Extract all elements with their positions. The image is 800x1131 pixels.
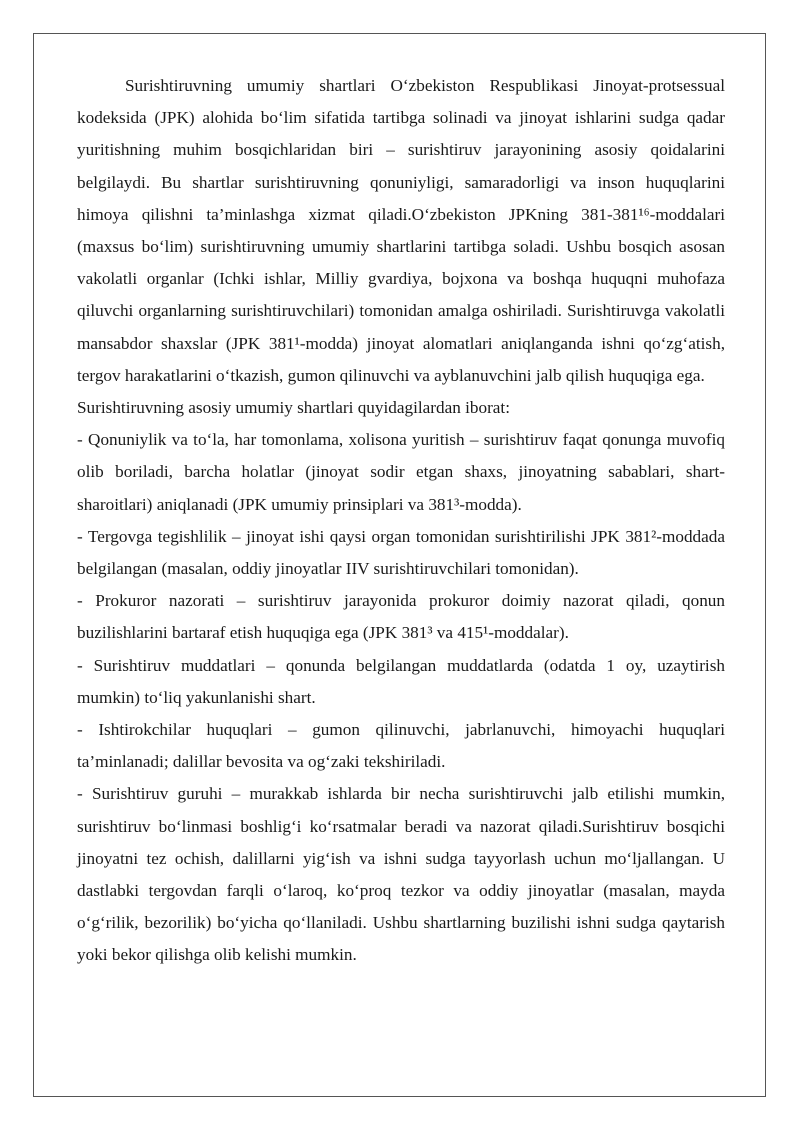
- list-item-legality: - Qonuniylik va to‘la, har tomonlama, xolisona yuritish – surishtiruv faqat qonunga muvofiq olib boriladi, barcha holatlar (jinoyat sodir etgan shaxs, jinoyatning sabablari, shart-sharoitlari) aniqlanadi (JPK umumiy prinsiplari va 381³-modda).: [77, 430, 725, 514]
- list-heading: Surishtiruvning asosiy umumiy shartlari quyidagilardan iborat:: [77, 398, 510, 418]
- intro-paragraph: Surishtiruvning umumiy shartlari O‘zbekiston Respublikasi Jinoyat-protsessual kodeksida (JPK) alohida bo‘lim sifatida tartibga solinadi va jinoyat ishlarini sudga qadar yuritishning muhim bosqichlaridan biri – surishtiruv jarayonining asosiy qoidalarini belgilaydi. Bu shartlar surishtiruvning qonuniyligi, samaradorligi va inson huquqlarini himoya qilishni ta’minlashga xizmat qiladi.O‘zbekiston JPKning 381-381¹⁶-moddalari (maxsus bo‘lim) surishtiruvning umumiy shartlarini tartibga soladi. Ushbu bosqich asosan vakolatli organlar (Ichki ishlar, Milliy gvardiya, bojxona va boshqa huquqni muhofaza qiluvchi organlarning surishtiruvchilari) tomonidan amalga oshiriladi. Surishtiruvga vakolatli mansabdor shaxslar (JPK 381¹-modda) jinoyat alomatlari aniqlanganda ishni qo‘zg‘atish, tergov harakatlarini o‘tkazish, gumon qilinuvchi va ayblanuvchini jalb qilish huquqiga ega.: [77, 76, 725, 385]
- list-item-jurisdiction: - Tergovga tegishlilik – jinoyat ishi qaysi organ tomonidan surishtirilishi JPK 381²-moddada belgilangan (masalan, oddiy jinoyatlar IIV surishtiruvchilari tomonidan).: [77, 526, 725, 579]
- document-body: [77, 70, 725, 972]
- list-item-deadlines: - Surishtiruv muddatlari – qonunda belgilangan muddatlarda (odatda 1 oy, uzaytirish mumkin) to‘liq yakunlanishi shart.: [77, 655, 725, 707]
- list-item-prosecutor-supervision: - Prokuror nazorati – surishtiruv jarayonida prokuror doimiy nazorat qiladi, qonun buzilishlarini bartaraf etish huquqiga ega (JPK 381³ va 415¹-moddalar).: [77, 591, 725, 643]
- list-item-inquiry-group: - Surishtiruv guruhi – murakkab ishlarda bir necha surishtiruvchi jalb etilishi mumkin, surishtiruv bo‘linmasi boshlig‘i ko‘rsatmalar beradi va nazorat qiladi.Surishtiruv bosqichi jinoyatni tez ochish, dalillarni yig‘ish va ishni sudga tayyorlash uchun mo‘ljallangan. U dastlabki tergovdan farqli o‘laroq, ko‘proq tezkor va oddiy jinoyatlar (masalan, mayda o‘g‘rilik, bezorilik) bo‘yicha qo‘llaniladi. Ushbu shartlarning buzilishi ishni sudga qaytarish yoki bekor qilishga olib kelishi mumkin.: [77, 784, 725, 965]
- list-item-participant-rights: - Ishtirokchilar huquqlari – gumon qilinuvchi, jabrlanuvchi, himoyachi huquqlari ta’minlanadi; dalillar bevosita va og‘zaki tekshiriladi.: [77, 720, 725, 772]
